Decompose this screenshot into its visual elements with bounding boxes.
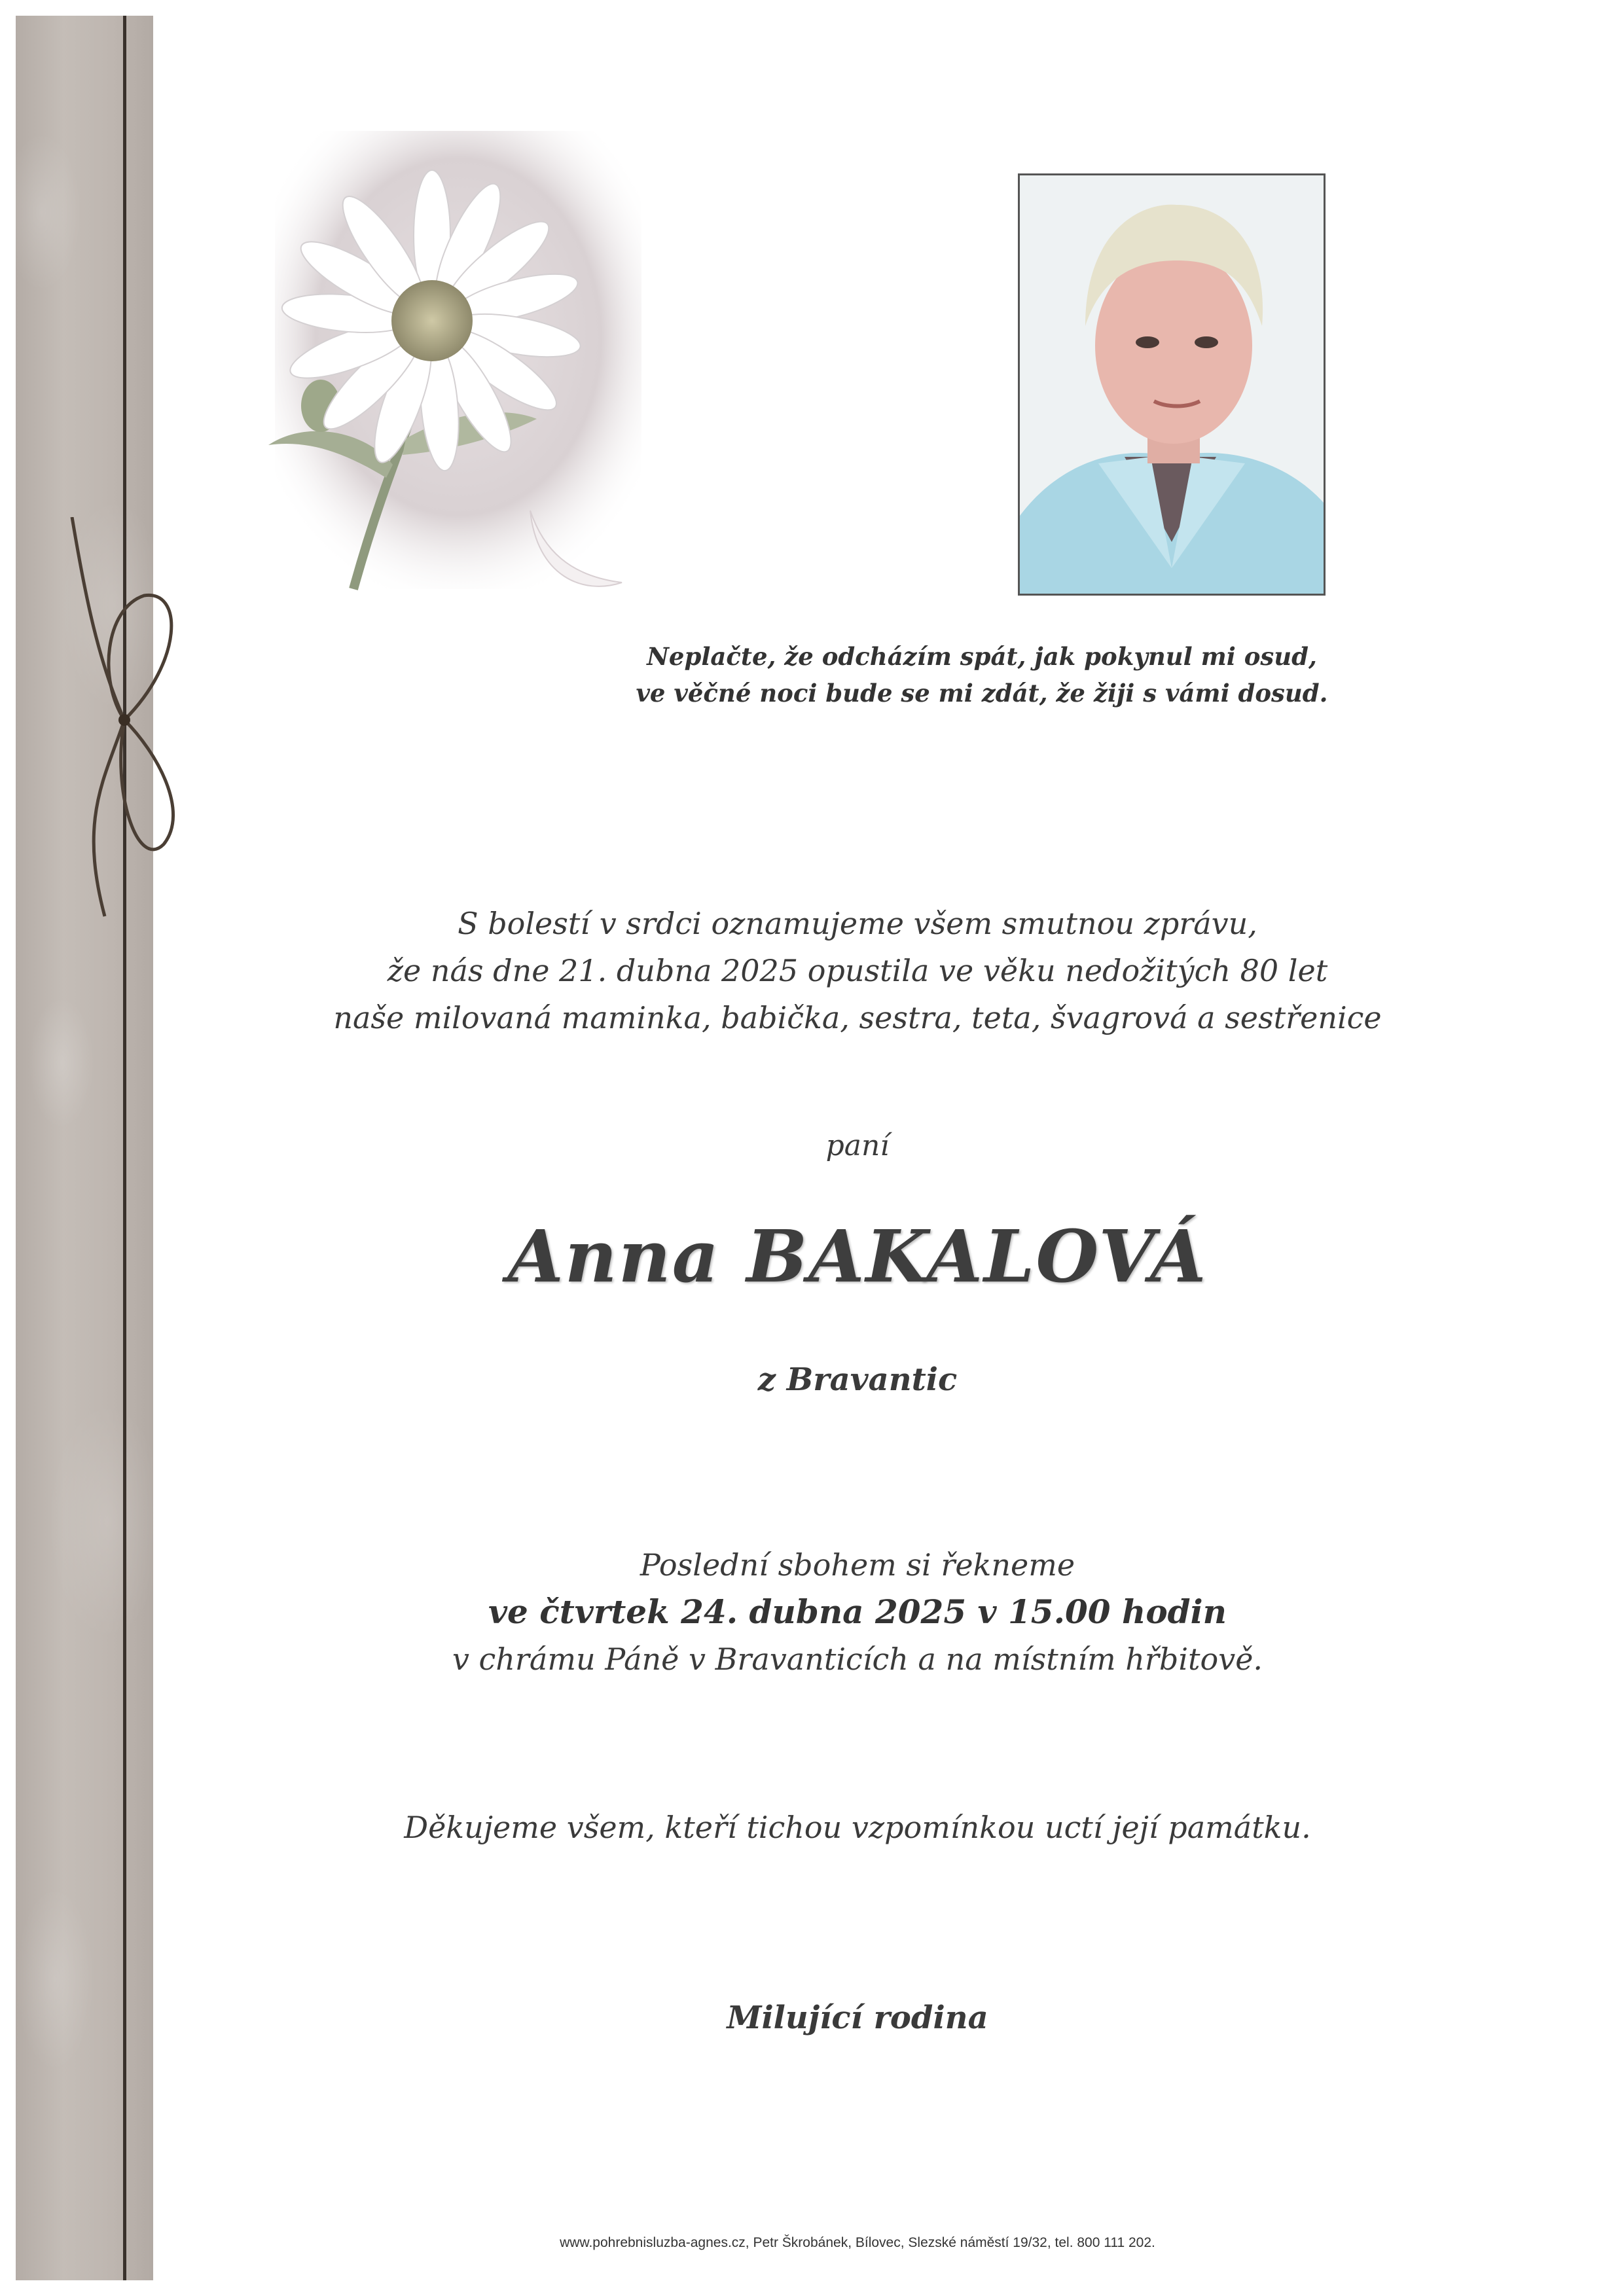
funeral-details [327, 1541, 1388, 1683]
daisy-flower-illustration [255, 131, 648, 602]
funeral-date-time: ve čtvrtek 24. dubna 2025 v 15.00 hodin [488, 1592, 1227, 1631]
funeral-location: v chrámu Páně v Bravanticích a na místním hřbitově. [452, 1641, 1263, 1677]
poem-line-2: ve věčné noci bude se mi zdát, že žiji s vámi dosud. [636, 679, 1328, 708]
funeral-service-footer: www.pohrebnisluzba-agnes.cz, Petr Škrobánek, Bílovec, Slezské náměstí 19/32, tel. 800 111 202. [560, 2235, 1155, 2250]
announcement-line-3: naše milovaná maminka, babička, sestra, teta, švagrová a sestřenice [333, 1000, 1382, 1035]
deceased-name: Anna BAKALOVÁ [507, 1214, 1208, 1299]
side-vertical-line [123, 16, 126, 2280]
deceased-origin: z Bravantic [757, 1361, 958, 1398]
memorial-poem [622, 638, 1342, 711]
announcement-line-1: S bolestí v srdci oznamujeme všem smutnou zprávu, [458, 906, 1257, 941]
portrait-photo [1018, 173, 1326, 596]
ribbon-bow-icon [59, 517, 196, 936]
side-decorative-band [16, 16, 153, 2280]
death-announcement [249, 900, 1466, 1041]
honorific: paní [825, 1129, 890, 1162]
thanks-message: Děkujeme všem, kteří tichou vzpomínkou uctí její památku. [404, 1810, 1311, 1845]
family-signature: Milující rodina [727, 2000, 988, 2036]
announcement-line-2: že nás dne 21. dubna 2025 opustila ve věku nedožitých 80 let [387, 953, 1328, 988]
poem-line-1: Neplačte, že odcházím spát, jak pokynul mi osud, [647, 642, 1317, 671]
funeral-line-1: Poslední sbohem si řekneme [640, 1547, 1075, 1583]
